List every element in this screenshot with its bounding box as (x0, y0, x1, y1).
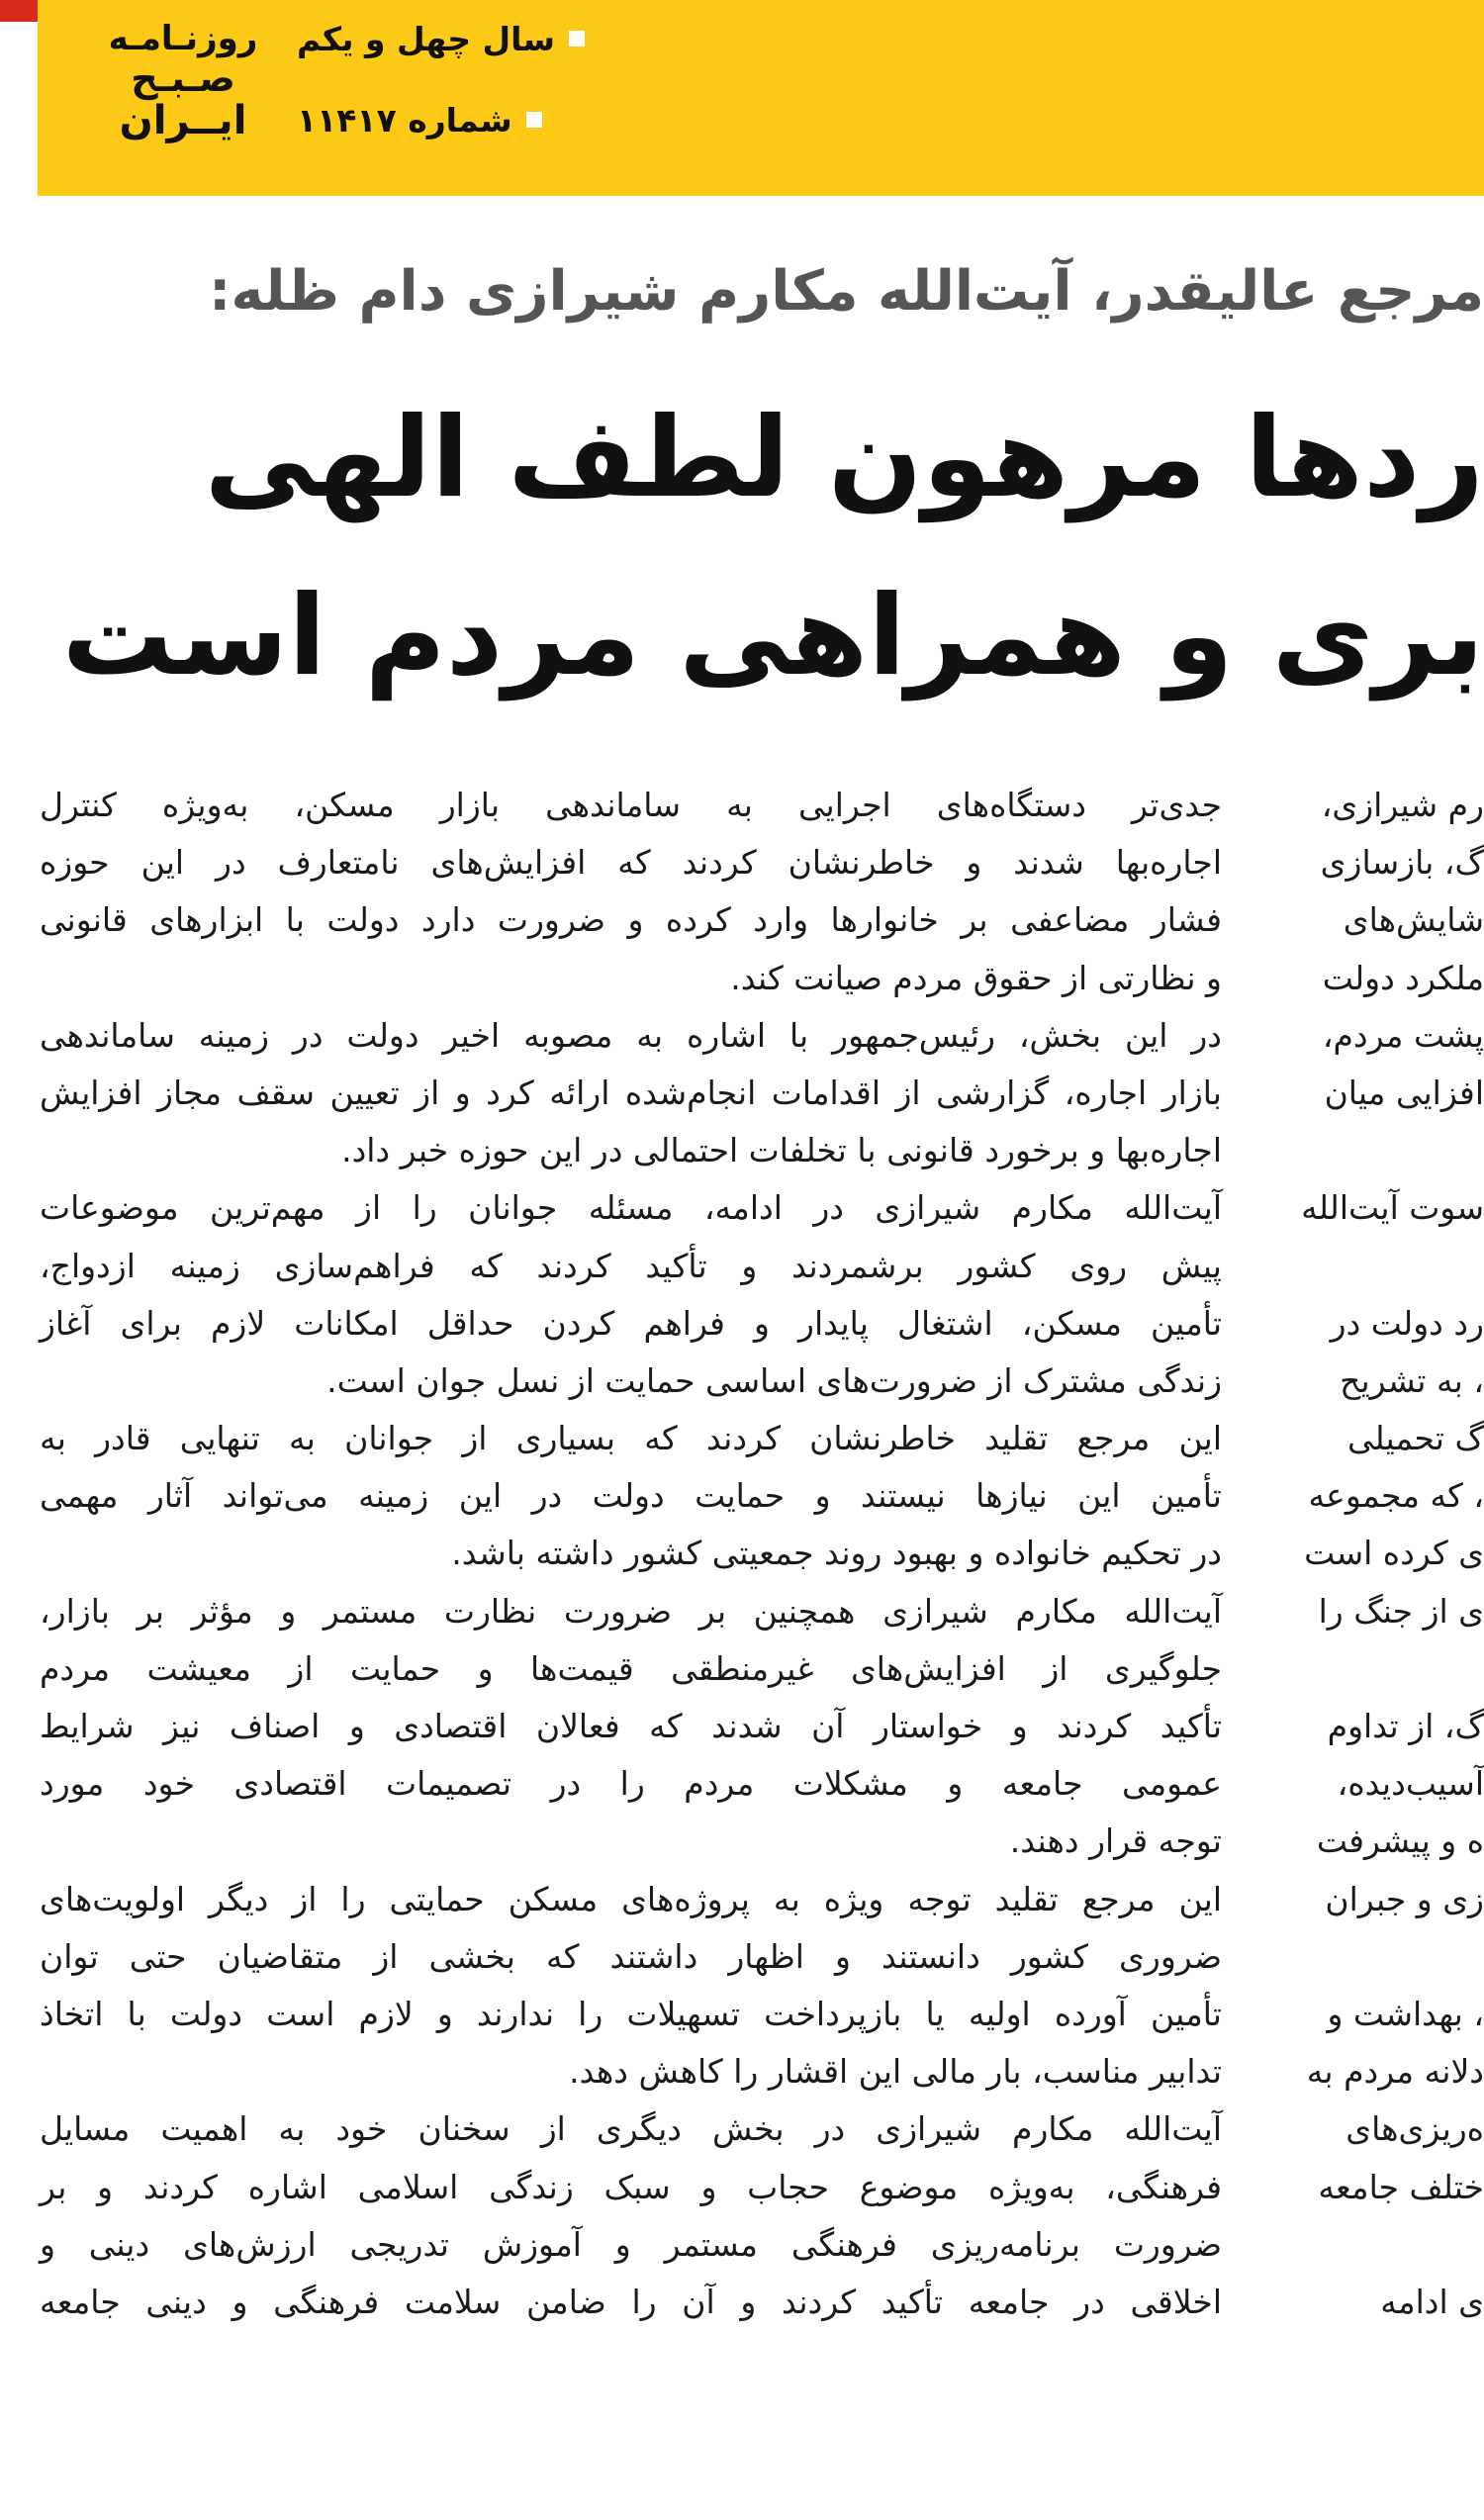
body-line: اجاره‌بها شدند و خاطرنشان کردند که افزایش‌های نامتعارف در این حوزه (40, 843, 1222, 883)
body-line: در این بخش، رئیس‌جمهور با اشاره به مصوبه اخیر دولت در زمینه ساماندهی (40, 1015, 1222, 1055)
body-line: تأکید کردند و خواستار آن شدند که فعالان اقتصادی و اصناف نیز شرایط (40, 1707, 1222, 1745)
side-line: ی کرده است (1304, 1534, 1484, 1573)
side-line: آسیب‌دیده، (1337, 1764, 1484, 1804)
headline-line-1: ردها مرهون لطف الهی (204, 394, 1484, 522)
side-line: ملکرد دولت (1322, 958, 1484, 997)
headline-line-2: بری و همراهی مردم است (61, 572, 1484, 700)
side-line: رد دولت در (1330, 1303, 1484, 1343)
issue-number (297, 95, 542, 144)
body-line: تأمین آورده اولیه یا بازپرداخت تسهیلات را ندارند و لازم است دولت با اتخاذ (40, 1994, 1222, 2033)
side-line: ه‌ریزی‌های (1345, 2109, 1484, 2149)
body-line: آیت‌الله مکارم شیرازی در ادامه، مسئله جوانان را از مهم‌ترین موضوعات (40, 1188, 1222, 1228)
side-line: پشت مردم، (1322, 1015, 1484, 1055)
body-line: این مرجع تقلید توجه ویژه به پروژه‌های مسکن حمایتی را از دیگر اولویت‌های (40, 1879, 1222, 1918)
side-line: ، بهداشت و (1327, 1994, 1484, 2033)
logo-line-3: ایــران (119, 98, 247, 143)
side-line: سوت آیت‌الله (1301, 1188, 1484, 1228)
side-line: دلانه مردم به (1306, 2052, 1484, 2092)
body-line: آیت‌الله مکارم شیرازی در بخش دیگری از سخنان خود به اهمیت مسایل (40, 2109, 1222, 2149)
bullet-icon (526, 112, 542, 128)
side-line: ه و پیشرفت (1316, 1821, 1484, 1861)
side-line: ختلف جامعه (1318, 2167, 1484, 2206)
volume-year (297, 14, 585, 63)
body-line: تدابیر مناسب، بار مالی این اقشار را کاهش دهد. (569, 2052, 1222, 2092)
body-line: پیش روی کشور برشمردند و تأکید کردند که فراهم‌سازی زمینه ازدواج، (40, 1246, 1222, 1285)
body-line: ضرورت برنامه‌ریزی فرهنگی مستمر و آموزش تدریجی ارزش‌های دینی و (40, 2224, 1222, 2264)
body-line: فرهنگی، به‌ویژه موضوع حجاب و سبک زندگی اسلامی اشاره کردند و بر (40, 2167, 1222, 2206)
body-line: تأمین این نیازها نیستند و حمایت دولت در این زمینه می‌تواند آثار مهمی (40, 1476, 1222, 1516)
article-main-column (40, 777, 1222, 2520)
body-line: این مرجع تقلید خاطرنشان کردند که بسیاری از جوانان به تنهایی قادر به (40, 1419, 1222, 1458)
side-line: شایش‌های (1343, 900, 1484, 940)
side-line: افزایی میان (1324, 1073, 1484, 1112)
side-line: ، که مجموعه (1308, 1476, 1484, 1516)
body-line: آیت‌الله مکارم شیرازی همچنین بر ضرورت نظارت مستمر و مؤثر بر بازار، (40, 1591, 1222, 1631)
body-line: جلوگیری از افزایش‌های غیرمنطقی قیمت‌ها و حمایت از معیشت مردم (40, 1648, 1222, 1688)
body-line: اجاره‌بها و برخورد قانونی با تخلفات احتمالی در این حوزه خبر داد. (341, 1131, 1222, 1170)
side-line: گ، بازسازی (1320, 843, 1484, 883)
side-line: ، به تشریح (1340, 1360, 1484, 1400)
newspaper-logo (99, 19, 267, 150)
body-line: تأمین مسکن، اشتغال پایدار و فراهم کردن حداقل امکانات لازم برای آغاز (40, 1303, 1222, 1343)
side-line: رم شیرازی، (1321, 786, 1484, 824)
body-line: و نظارتی از حقوق مردم صیانت کند. (730, 958, 1222, 997)
side-line (1276, 1238, 1484, 1295)
side-line (1276, 1928, 1484, 1986)
side-line (1276, 1640, 1484, 1698)
body-line: اخلاقی در جامعه تأکید کردند و آن را ضامن سلامت فرهنگی و دینی جامعه (40, 2282, 1222, 2321)
body-line: در تحکیم خانواده و بهبود روند جمعیتی کشور داشته باشد. (451, 1534, 1222, 1573)
side-line (1276, 2216, 1484, 2274)
side-line: زی و جبران (1325, 1879, 1484, 1918)
body-line: عمومی جامعه و مشکلات مردم را در تصمیمات اقتصادی خود مورد (40, 1764, 1222, 1804)
article-side-column (1276, 777, 1484, 2520)
side-line: ی ادامه (1380, 2282, 1484, 2321)
body-line: جدی‌تر دستگاه‌های اجرایی به ساماندهی بازار مسکن، به‌ویژه کنترل (40, 786, 1222, 824)
body-line: ضروری کشور دانستند و اظهار داشتند که بخشی از متقاضیان حتی توان (40, 1936, 1222, 1976)
volume-year-text: سال چهل و یکم (297, 19, 555, 58)
body-line: بازار اجاره، گزارشی از اقدامات انجام‌شده ارائه کرد و از تعیین سقف مجاز افزایش (40, 1073, 1222, 1112)
logo-line-2: صـبـح (131, 56, 235, 100)
body-line: زندگی مشترک از ضرورت‌های اساسی حمایت از نسل جوان است. (326, 1360, 1222, 1400)
corner-mark (0, 0, 38, 22)
body-line: فشار مضاعفی بر خانوارها وارد کرده و ضرورت دارد دولت با ابزارهای قانونی (40, 900, 1222, 940)
body-line: توجه قرار دهند. (1009, 1821, 1222, 1861)
article-kicker: مرجع عالیقدر، آیت‌الله مکارم شیرازی دام ظله: (209, 259, 1484, 324)
side-line: گ، از تداوم (1327, 1707, 1484, 1745)
logo-line-1: روزنـامـه (108, 19, 258, 58)
side-line (1276, 1122, 1484, 1179)
side-line: ی از جنگ را (1318, 1591, 1484, 1631)
bullet-icon (569, 31, 585, 47)
issue-number-text: شماره ۱۱۴۱۷ (297, 100, 512, 140)
side-line: گ تحمیلی (1347, 1419, 1484, 1458)
